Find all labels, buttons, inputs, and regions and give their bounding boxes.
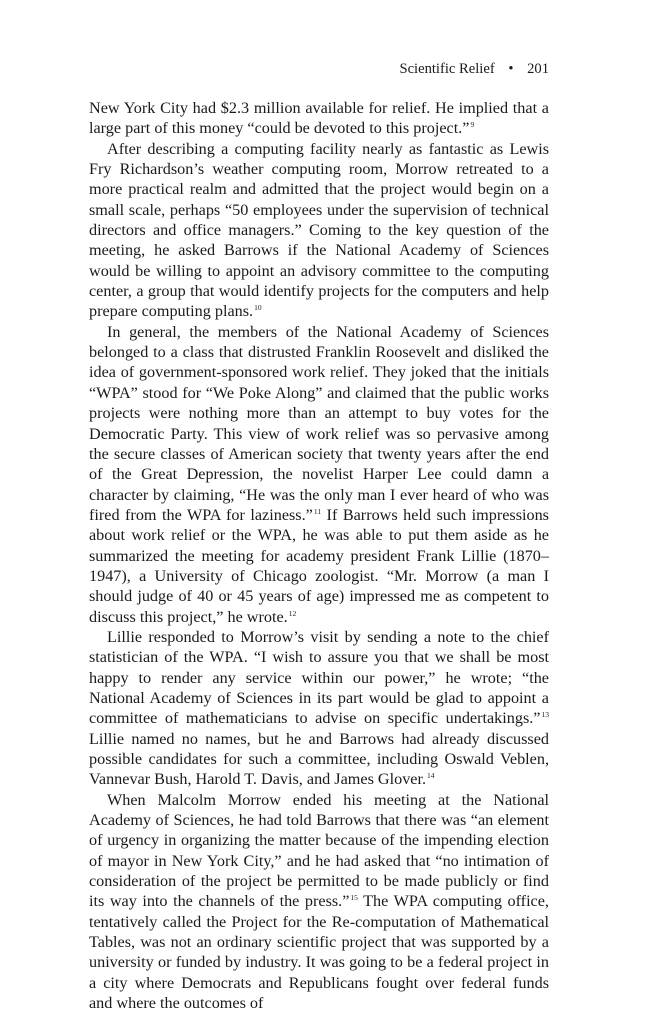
paragraph-text: New York City had $2.3 million available for relief. He implied that a large part of this money “could be devoted to this project.”: [89, 99, 549, 138]
paragraph-text: If Barrows held such impressions about work relief or the WPA, he was able to put them aside as he summarized the meeting for academy president Frank Lillie (1870–1947), a University of Chicago zoologist. “Mr. Morrow (a man I should judge of 40 or 45 years of age) impressed me as competent to discuss this project,” he wrote.: [89, 505, 549, 626]
paragraph-text: When Malcolm Morrow ended his meeting at the National Academy of Sciences, he had told Barrows that there was “an element of urgency in organizing the matter because of the impending election of mayor in New York City,” and he had asked that “no intimation of consideration of the project be permitted to be made publicly or find its way into the channels of the press.”: [89, 790, 549, 911]
paragraph: [89, 98, 549, 139]
paragraph-text: In general, the members of the National Academy of Sciences belonged to a class that distrusted Franklin Roosevelt and disliked the idea of government-sponsored work relief. They joked that the initials “WPA” stood for “We Poke Along” and claimed that the public works projects were nothing more than an attempt to buy votes for the Democratic Party. This view of work relief was so pervasive among the secure classes of American society that twenty years after the end of the Great Depression, the novelist Harper Lee could damn a character by claiming, “He was the only man I ever heard of who was fired from the WPA for laziness.”: [89, 322, 549, 524]
paragraph-text: Lillie responded to Morrow’s visit by sending a note to the chief statistician of the WPA. “I wish to assure you that we shall be most happy to render any service within our power,” he wrote; “the National Academy of Sciences in its part would be glad to appoint a committee of mathematicians to advise on specific undertakings.”: [89, 627, 549, 728]
paragraph-text: Lillie named no names, but he and Barrows had already discussed possible candidates for such a committee, including Oswald Veblen, Vannevar Bush, Harold T. Davis, and James Glover.: [89, 729, 549, 789]
paragraph-text: After describing a computing facility nearly as fantastic as Lewis Fry Richardson’s weather computing room, Morrow retreated to a more practical realm and admitted that the project would begin on a small scale, perhaps “50 employees under the supervision of technical directors and office managers.” Coming to the key question of the meeting, he asked Barrows if the National Academy of Sciences would be willing to appoint an advisory committee to the computing center, a group that would identify projects for the computers and help prepare computing plans.: [89, 139, 549, 321]
footnote-reference: 15: [350, 893, 358, 903]
paragraph: [89, 627, 549, 790]
paragraph: [89, 322, 549, 627]
footnote-reference: 10: [254, 303, 262, 313]
footnote-reference: 12: [288, 608, 297, 618]
header-separator: •: [508, 61, 514, 77]
paragraph-text: The WPA computing office, tentatively called the Project for the Re-computation of Mathematical Tables, was not an ordinary scientific project that was supported by a university or funded by industry. It was going to be a federal project in a city where Democrats and Republicans fought over federal funds and where the outcomes of: [89, 892, 549, 1013]
footnote-reference: 13: [541, 710, 549, 720]
paragraph: [89, 139, 549, 322]
page-number: 201: [527, 61, 549, 77]
book-page: [89, 60, 549, 1013]
footnote-reference: 11: [313, 506, 322, 516]
running-head: [89, 60, 549, 78]
paragraph: [89, 790, 549, 1013]
body-text: [89, 98, 549, 1013]
running-title: Scientific Relief: [399, 61, 495, 77]
footnote-reference: 9: [470, 120, 475, 130]
footnote-reference: 14: [427, 771, 435, 781]
